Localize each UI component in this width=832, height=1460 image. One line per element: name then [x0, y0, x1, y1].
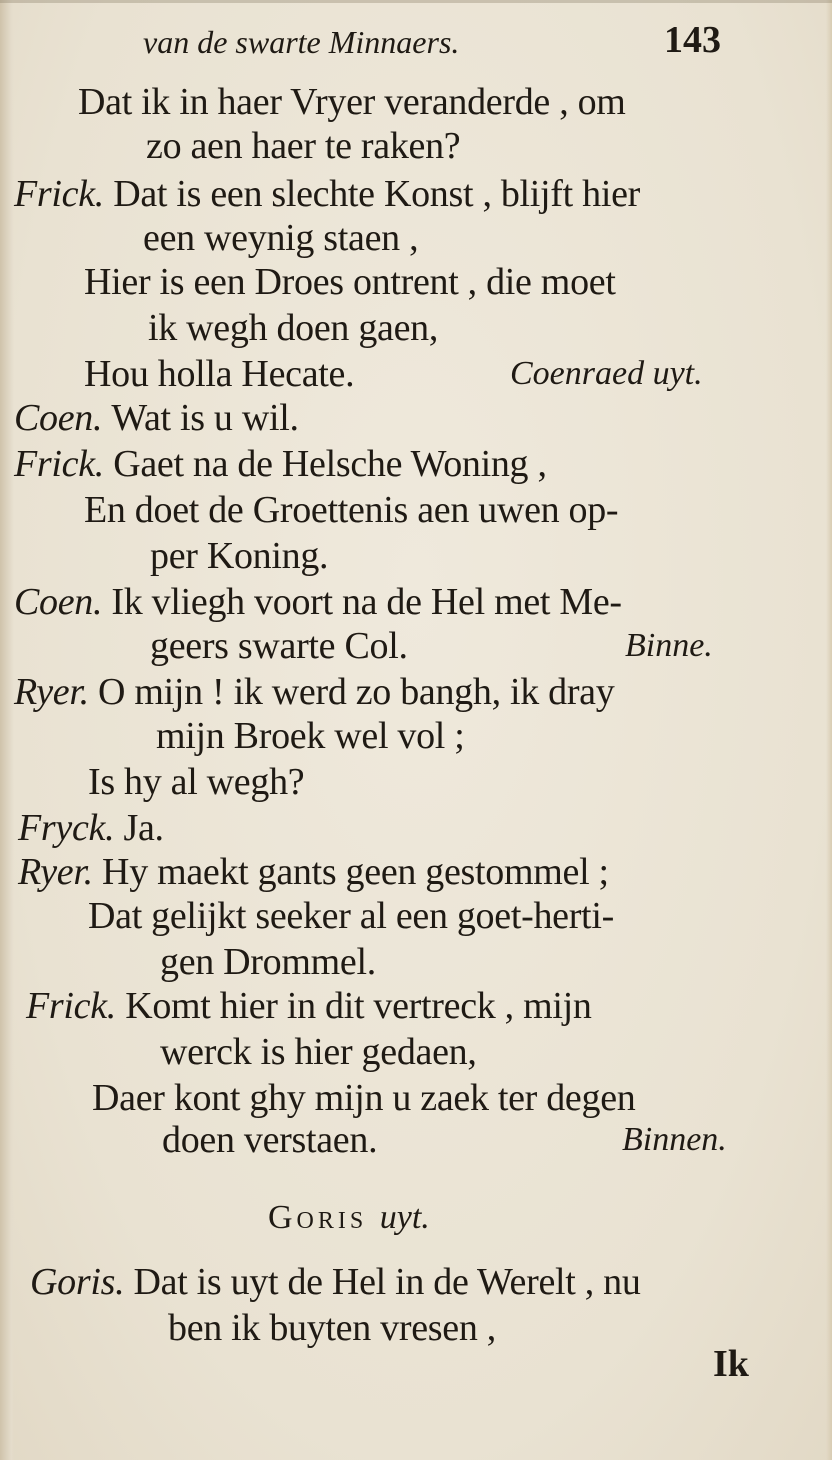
line-text: doen verstaen.: [162, 1119, 378, 1161]
stage-direction: Binne.: [625, 627, 713, 664]
speaker-name: Frick.: [14, 173, 114, 215]
page-top-edge: [0, 0, 832, 3]
dialogue-line: [162, 1118, 377, 1162]
stage-direction: Binnen.: [622, 1121, 727, 1158]
dialogue-line: [88, 894, 614, 938]
page-gutter: [0, 0, 14, 1460]
dialogue-line-with-speaker: [18, 850, 609, 894]
character-name: Goris: [268, 1199, 368, 1236]
line-text: Wat is u wil.: [111, 397, 299, 439]
page-edge: [826, 0, 832, 1460]
dialogue-line: [168, 1306, 496, 1350]
dialogue-line-with-speaker: [18, 806, 164, 850]
speaker-name: Ryer.: [18, 851, 103, 893]
line-text: een weynig staen ,: [143, 217, 419, 259]
dialogue-line-with-speaker: [30, 1260, 641, 1304]
dialogue-line: [146, 124, 460, 168]
dialogue-line: [84, 352, 354, 396]
line-text: ik wegh doen gaen,: [148, 307, 439, 349]
dialogue-line-with-speaker: [14, 580, 622, 624]
line-text: Ja.: [123, 807, 164, 849]
dialogue-line: [78, 80, 626, 124]
line-text: geers swarte Col.: [150, 625, 408, 667]
line-text: Hy maekt gants geen gestommel ;: [102, 851, 609, 893]
line-text: gen Drommel.: [160, 941, 376, 983]
speaker-name: Coen.: [14, 397, 112, 439]
line-text: werck is hier gedaen,: [160, 1031, 477, 1073]
speaker-name: Ryer.: [14, 671, 99, 713]
speaker-name: Frick.: [14, 443, 114, 485]
line-text: Dat is een slechte Konst , blijft hier: [113, 173, 641, 215]
dialogue-line: [156, 714, 465, 758]
catchword: Ik: [713, 1343, 749, 1385]
line-text: Hou holla Hecate.: [84, 353, 355, 395]
line-text: per Koning.: [150, 535, 329, 577]
dialogue-line-with-speaker: [26, 984, 592, 1028]
page-number: 143: [664, 19, 721, 61]
line-text: zo aen haer te raken?: [146, 125, 461, 167]
dialogue-line-with-speaker: [14, 172, 640, 216]
dialogue-line: [88, 760, 304, 804]
line-text: Dat ik in haer Vryer veranderde , om: [78, 81, 626, 123]
line-text: Ik vliegh voort na de Hel met Me-: [111, 581, 622, 623]
dialogue-line: [84, 488, 618, 532]
running-head: van de swarte Minnaers.: [143, 24, 460, 60]
dialogue-line: [92, 1076, 635, 1120]
line-text: Komt hier in dit vertreck , mijn: [125, 985, 592, 1027]
dialogue-line: [160, 1030, 477, 1074]
line-text: Gaet na de Helsche Woning ,: [113, 443, 547, 485]
line-text: Daer kont ghy mijn u zaek ter degen: [92, 1077, 636, 1119]
line-text: mijn Broek wel vol ;: [156, 715, 465, 757]
dialogue-line: [150, 624, 408, 668]
line-text: ben ik buyten vresen ,: [168, 1307, 496, 1349]
dialogue-line: [84, 260, 616, 304]
dialogue-line: [143, 216, 418, 260]
dialogue-line-with-speaker: [14, 670, 614, 714]
speaker-name: Fryck.: [18, 807, 124, 849]
line-text: Dat is uyt de Hel in de Werelt , nu: [133, 1261, 641, 1303]
line-text: Dat gelijkt seeker al een goet-herti-: [88, 895, 614, 937]
line-text: Hier is een Droes ontrent , die moet: [84, 261, 616, 303]
section-heading: [268, 1196, 430, 1240]
dialogue-line: [148, 306, 438, 350]
line-text: En doet de Groettenis aen uwen op-: [84, 489, 619, 531]
entrance-direction: uyt.: [379, 1199, 430, 1236]
line-text: O mijn ! ik werd zo bangh, ik dray: [98, 671, 615, 713]
dialogue-line: [160, 940, 376, 984]
stage-direction: Coenraed uyt.: [510, 355, 703, 392]
speaker-name: Goris.: [30, 1261, 134, 1303]
speaker-name: Coen.: [14, 581, 112, 623]
dialogue-line: [150, 534, 328, 578]
speaker-name: Frick.: [26, 985, 126, 1027]
dialogue-line-with-speaker: [14, 396, 299, 440]
dialogue-line-with-speaker: [14, 442, 547, 486]
line-text: Is hy al wegh?: [88, 761, 305, 803]
